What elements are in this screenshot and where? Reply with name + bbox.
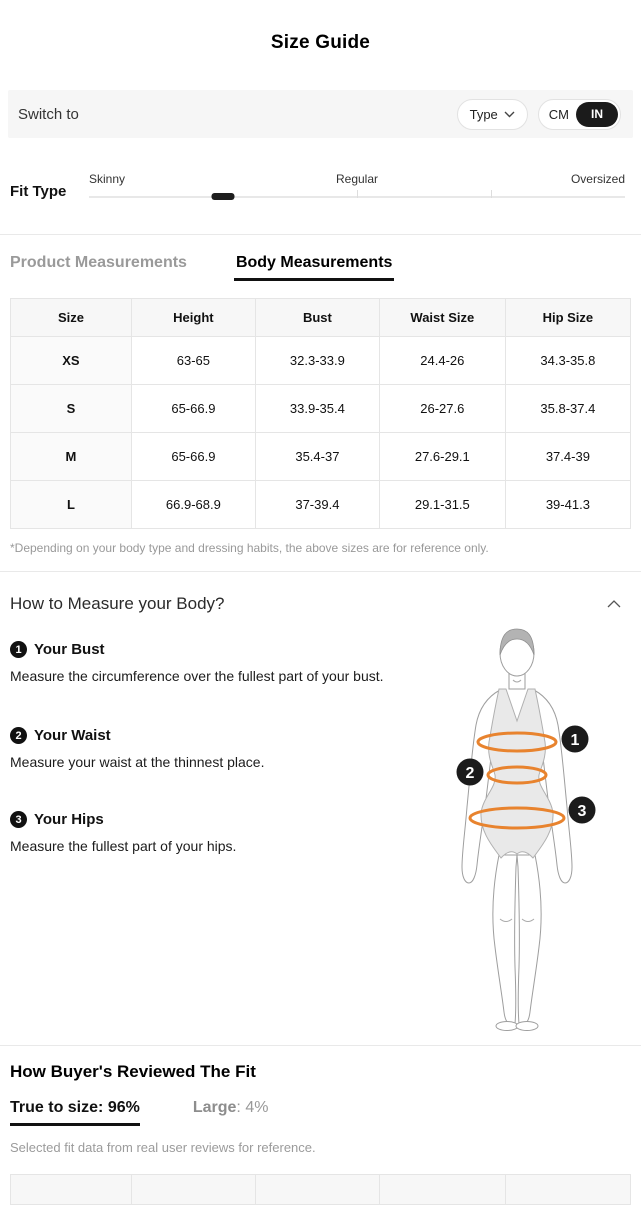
- measure-item-title: Your Bust: [34, 641, 105, 658]
- body-figure-illustration: [405, 617, 635, 1037]
- type-dropdown-button[interactable]: [457, 99, 528, 130]
- figure-left-foot: [496, 1022, 518, 1031]
- cell-height: 63-65: [131, 337, 255, 385]
- measure-item-description: Measure the circumference over the fullest part of your bust.: [10, 668, 384, 684]
- svg-text:3: 3: [577, 803, 587, 820]
- figure-left-leg: [493, 855, 517, 1024]
- fit-type-scale: [89, 168, 625, 184]
- cell-size: XS: [11, 337, 132, 385]
- fit-stat-true-to-size[interactable]: True to size: 96%: [10, 1099, 140, 1126]
- scale-label-skinny: Skinny: [89, 172, 126, 186]
- unit-option-in-selected[interactable]: IN: [576, 102, 618, 127]
- measure-item-waist: [10, 727, 405, 773]
- section-divider: [0, 234, 641, 235]
- figure-badge-1: [562, 726, 589, 753]
- page-title: Size Guide: [270, 32, 371, 53]
- figure-right-leg: [517, 855, 541, 1024]
- figure-badge-2: [457, 759, 484, 786]
- fit-type-slider[interactable]: [89, 168, 625, 212]
- tab-body-measurements[interactable]: Body Measurements: [234, 254, 395, 281]
- table-row: [11, 481, 631, 529]
- step-number-badge: 3: [10, 811, 27, 828]
- cell-bust: 33.9-35.4: [255, 385, 379, 433]
- col-header-height: Height: [131, 299, 255, 337]
- collapse-section-button[interactable]: [603, 596, 625, 612]
- measure-item-hips: [10, 811, 405, 857]
- cell-bust: 35.4-37: [255, 433, 379, 481]
- figure-right-foot: [516, 1022, 538, 1031]
- cell-hip: 37.4-39: [505, 433, 630, 481]
- svg-text:2: 2: [465, 765, 475, 782]
- unit-toggle[interactable]: [538, 99, 621, 130]
- svg-text:1: 1: [570, 732, 580, 749]
- partial-cell: [505, 1175, 630, 1205]
- scale-label-oversized: Oversized: [570, 172, 625, 186]
- figure-badge-3: [569, 797, 596, 824]
- cell-waist: 27.6-29.1: [379, 433, 505, 481]
- buyer-review-section: [0, 1046, 641, 1155]
- col-header-bust: Bust: [255, 299, 379, 337]
- col-header-size: Size: [11, 299, 132, 337]
- tab-product-measurements[interactable]: Product Measurements: [10, 254, 187, 271]
- fit-type-marker[interactable]: [212, 193, 235, 200]
- slider-tick: [491, 190, 492, 198]
- fit-type-label: Fit Type: [10, 183, 67, 200]
- review-note: Selected fit data from real user reviews for reference.: [10, 1140, 316, 1155]
- step-number-badge: 1: [10, 641, 27, 658]
- measure-item-title: Your Hips: [34, 811, 104, 828]
- measure-item-description: Measure your waist at the thinnest place.: [10, 754, 265, 770]
- body-measurement-figure: [405, 617, 635, 1037]
- stat-label: True to size: [10, 1099, 99, 1116]
- how-to-measure-title: How to Measure your Body?: [10, 594, 225, 613]
- table-row: [11, 385, 631, 433]
- partial-next-table: [10, 1174, 631, 1205]
- fit-type-row: [10, 168, 625, 212]
- col-header-waist: Waist Size: [379, 299, 505, 337]
- partial-cell: [255, 1175, 379, 1205]
- unit-switch-bar: [8, 90, 633, 138]
- size-table: [10, 298, 631, 529]
- type-dropdown-label: Type: [469, 106, 498, 122]
- size-disclaimer: *Depending on your body type and dressing habits, the above sizes are for reference only.: [10, 541, 489, 555]
- step-number-badge: 2: [10, 727, 27, 744]
- slider-tick: [357, 190, 358, 198]
- cell-hip: 39-41.3: [505, 481, 630, 529]
- cell-size: M: [11, 433, 132, 481]
- chevron-up-icon: [607, 600, 621, 608]
- scale-label-regular: Regular: [335, 172, 379, 186]
- slider-track: [89, 196, 625, 198]
- size-table-header-row: [11, 299, 631, 337]
- partial-cell: [11, 1175, 132, 1205]
- cell-height: 66.9-68.9: [131, 481, 255, 529]
- stat-value: 96%: [107, 1099, 140, 1116]
- cell-bust: 32.3-33.9: [255, 337, 379, 385]
- unit-option-cm[interactable]: CM: [548, 106, 569, 122]
- cell-hip: 35.8-37.4: [505, 385, 630, 433]
- cell-waist: 26-27.6: [379, 385, 505, 433]
- chevron-down-icon: [504, 111, 515, 118]
- cell-waist: 29.1-31.5: [379, 481, 505, 529]
- measure-item-title: Your Waist: [34, 727, 111, 744]
- stat-label: Large: [192, 1099, 237, 1116]
- table-row: [11, 337, 631, 385]
- partial-cell: [131, 1175, 255, 1205]
- measure-item-description: Measure the fullest part of your hips.: [10, 838, 237, 854]
- table-row: [11, 433, 631, 481]
- switch-to-label: Switch to: [18, 105, 79, 123]
- partial-cell: [379, 1175, 505, 1205]
- stat-value: 4%: [245, 1099, 269, 1116]
- cell-hip: 34.3-35.8: [505, 337, 630, 385]
- cell-waist: 24.4-26: [379, 337, 505, 385]
- how-to-measure-section: [0, 572, 641, 1045]
- cell-size: S: [11, 385, 132, 433]
- col-header-hip: Hip Size: [505, 299, 630, 337]
- fit-stat-large[interactable]: Large: 4%: [192, 1099, 269, 1116]
- measure-item-bust: [10, 641, 405, 687]
- cell-size: L: [11, 481, 132, 529]
- cell-height: 65-66.9: [131, 433, 255, 481]
- measurement-tabs: [0, 254, 641, 281]
- cell-bust: 37-39.4: [255, 481, 379, 529]
- partial-table-header-row: [11, 1175, 631, 1205]
- buyer-review-title: How Buyer's Reviewed The Fit: [10, 1062, 256, 1081]
- cell-height: 65-66.9: [131, 385, 255, 433]
